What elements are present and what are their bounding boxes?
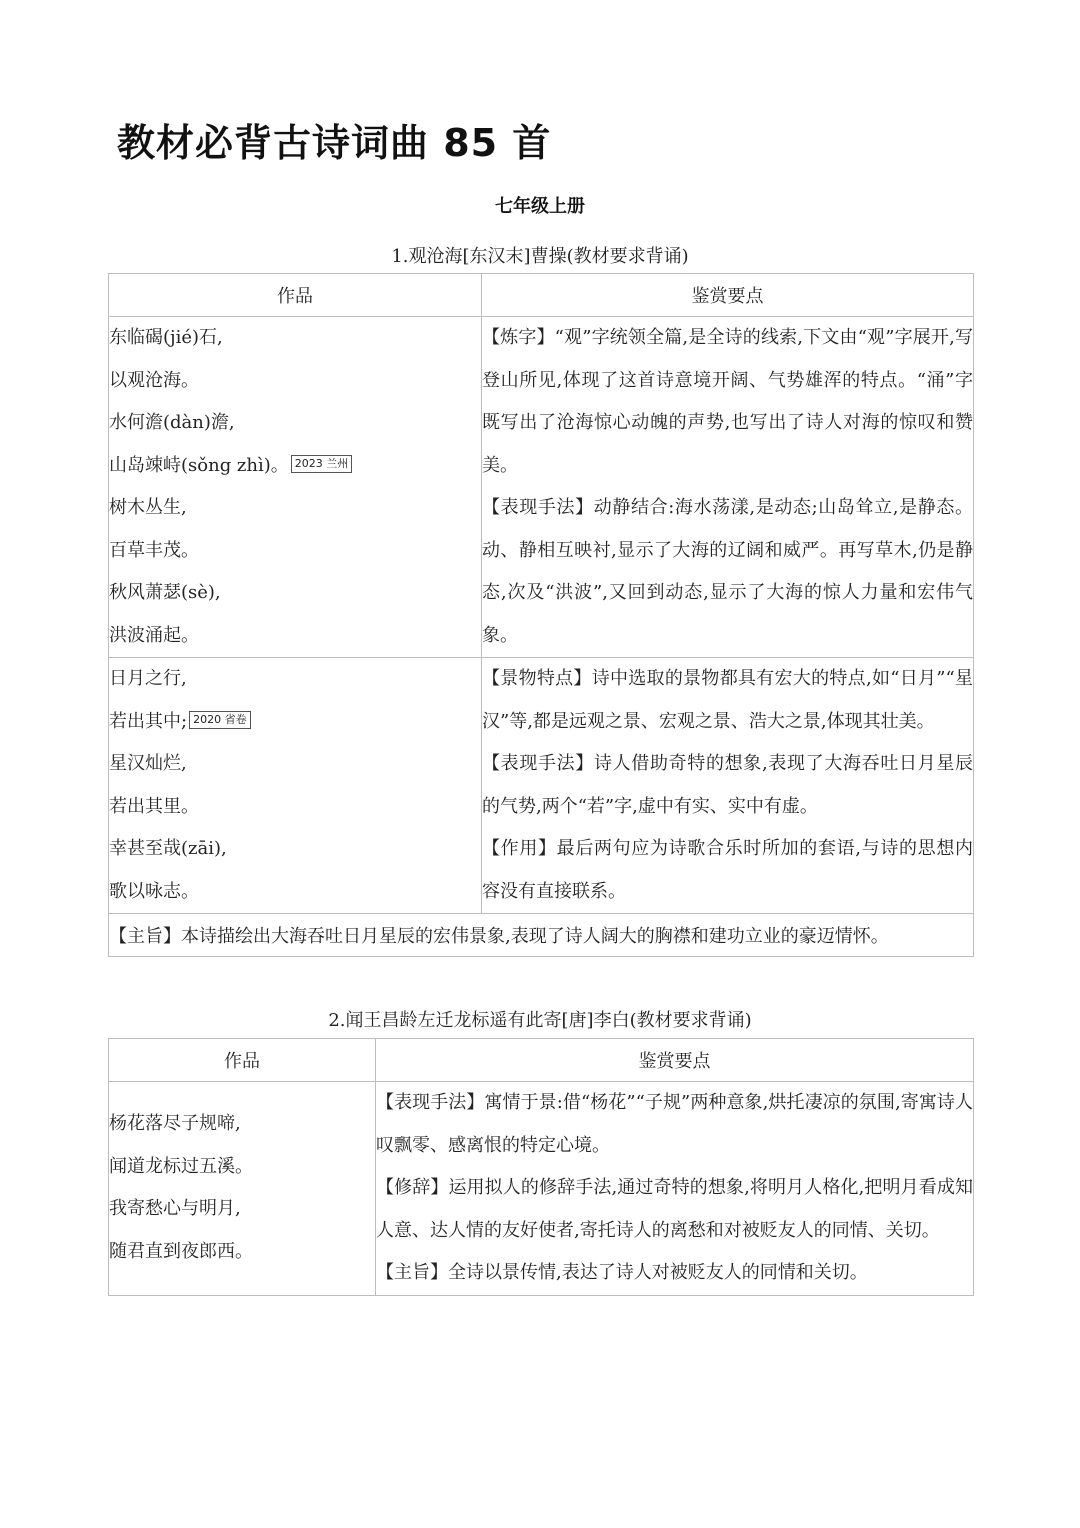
poem-line-text: 山岛竦峙(sǒng zhì)。 xyxy=(109,454,289,476)
column-header-work: 作品 xyxy=(109,1039,376,1082)
poem-line xyxy=(109,1103,375,1146)
poem-lines-cell xyxy=(109,658,482,914)
table-row xyxy=(109,1082,974,1296)
appreciation-note: 【表现手法】寓情于景:借“杨花”“子规”两种意象,烘托凄凉的氛围,寄寓诗人叹飘零、感离恨的特定心境。 xyxy=(376,1092,973,1156)
grade-heading: 七年级上册 xyxy=(495,196,585,217)
poem-lines-cell xyxy=(109,1082,376,1296)
poem-line xyxy=(109,828,481,871)
exam-tag: 2020 省卷 xyxy=(189,711,251,729)
poem-line xyxy=(109,487,481,530)
notes-cell xyxy=(482,317,974,658)
table-header-row xyxy=(109,1039,974,1082)
poem-line xyxy=(109,615,481,658)
poem-line-text: 杨花落尽子规啼, xyxy=(109,1113,241,1135)
notes-cell xyxy=(376,1082,974,1296)
poem-line xyxy=(109,786,481,829)
column-header-work: 作品 xyxy=(109,274,482,317)
table-row xyxy=(109,317,974,658)
poem-line xyxy=(109,701,481,744)
appreciation-note: 【主旨】全诗以景传情,表达了诗人对被贬友人的同情和关切。 xyxy=(376,1262,868,1283)
poem-line-text: 日月之行, xyxy=(109,668,187,689)
poem-line xyxy=(109,402,481,445)
poem-line-text: 以观沧海。 xyxy=(109,369,199,391)
poem-lines-cell xyxy=(109,317,482,658)
poem-line-text: 随君直到夜郎西。 xyxy=(109,1240,253,1262)
poem-line xyxy=(109,530,481,573)
poem-line-text: 幸甚至哉(zāi), xyxy=(109,838,227,859)
poem-line xyxy=(109,1188,375,1231)
poem-line-text: 闻道龙标过五溪。 xyxy=(109,1155,253,1177)
poem-summary: 【主旨】本诗描绘出大海吞吐日月星辰的宏伟景象,表现了诗人阔大的胸襟和建功立业的豪迈情怀。 xyxy=(109,914,974,957)
notes-cell xyxy=(482,658,974,914)
appreciation-note: 【表现手法】诗人借助奇特的想象,表现了大海吞吐日月星辰的气势,两个“若”字,虚中有实、实中有虚。 xyxy=(482,753,973,817)
poem-line-text: 洪波涌起。 xyxy=(109,624,199,646)
poem-line-text: 水何澹(dàn)澹, xyxy=(109,412,235,433)
summary-row xyxy=(109,914,974,957)
poem-line-text: 若出其里。 xyxy=(109,795,199,817)
poem-line xyxy=(109,572,481,615)
poem-line-text: 星汉灿烂, xyxy=(109,753,187,774)
poem-line xyxy=(109,317,481,360)
poem-line xyxy=(109,360,481,403)
poem-line xyxy=(109,658,481,701)
appreciation-note: 【表现手法】动静结合:海水荡漾,是动态;山岛耸立,是静态。动、静相互映衬,显示了大海的辽阔和威严。再写草木,仍是静态,次及“洪波”,又回到动态,显示了大海的惊人力量和宏伟气象。 xyxy=(482,497,973,646)
poem-line xyxy=(109,871,481,914)
exam-tag: 2023 兰州 xyxy=(291,455,353,473)
poem-line xyxy=(109,445,481,488)
poem-line xyxy=(109,1231,375,1274)
poem-line xyxy=(109,743,481,786)
appreciation-note: 【炼字】“观”字统领全篇,是全诗的线索,下文由“观”字展开,写登山所见,体现了这首诗意境开阔、气势雄浑的特点。“涌”字既写出了沧海惊心动魄的声势,也写出了诗人对海的惊叹和赞美。 xyxy=(482,327,973,476)
poem-table xyxy=(108,1038,974,1296)
appreciation-note: 【景物特点】诗中选取的景物都具有宏大的特点,如“日月”“星汉”等,都是远观之景、宏观之景、浩大之景,体现其壮美。 xyxy=(482,668,973,732)
page-title: 教材必背古诗词曲 85 首 xyxy=(117,121,552,165)
poem-line-text: 东临碣(jié)石, xyxy=(109,327,223,348)
poem-line xyxy=(109,1146,375,1189)
poem-line-text: 树木丛生, xyxy=(109,497,187,518)
appreciation-note: 【作用】最后两句应为诗歌合乐时所加的套语,与诗的思想内容没有直接联系。 xyxy=(482,838,973,902)
table-header-row xyxy=(109,274,974,317)
poem-table xyxy=(108,273,974,957)
appreciation-note: 【修辞】运用拟人的修辞手法,通过奇特的想象,将明月人格化,把明月看成知人意、达人情的友好使者,寄托诗人的离愁和对被贬友人的同情、关切。 xyxy=(376,1177,973,1241)
poem-title: 1.观沧海[东汉末]曹操(教材要求背诵) xyxy=(391,246,689,267)
poem-title: 2.闻王昌龄左迁龙标遥有此寄[唐]李白(教材要求背诵) xyxy=(328,1010,752,1031)
column-header-notes: 鉴赏要点 xyxy=(376,1039,974,1082)
poem-line-text: 百草丰茂。 xyxy=(109,539,199,561)
column-header-notes: 鉴赏要点 xyxy=(482,274,974,317)
poem-line-text: 我寄愁心与明月, xyxy=(109,1198,241,1220)
poem-line-text: 秋风萧瑟(sè), xyxy=(109,582,221,603)
poem-line-text: 歌以咏志。 xyxy=(109,880,199,902)
table-row xyxy=(109,658,974,914)
poem-line-text: 若出其中; xyxy=(109,710,188,732)
